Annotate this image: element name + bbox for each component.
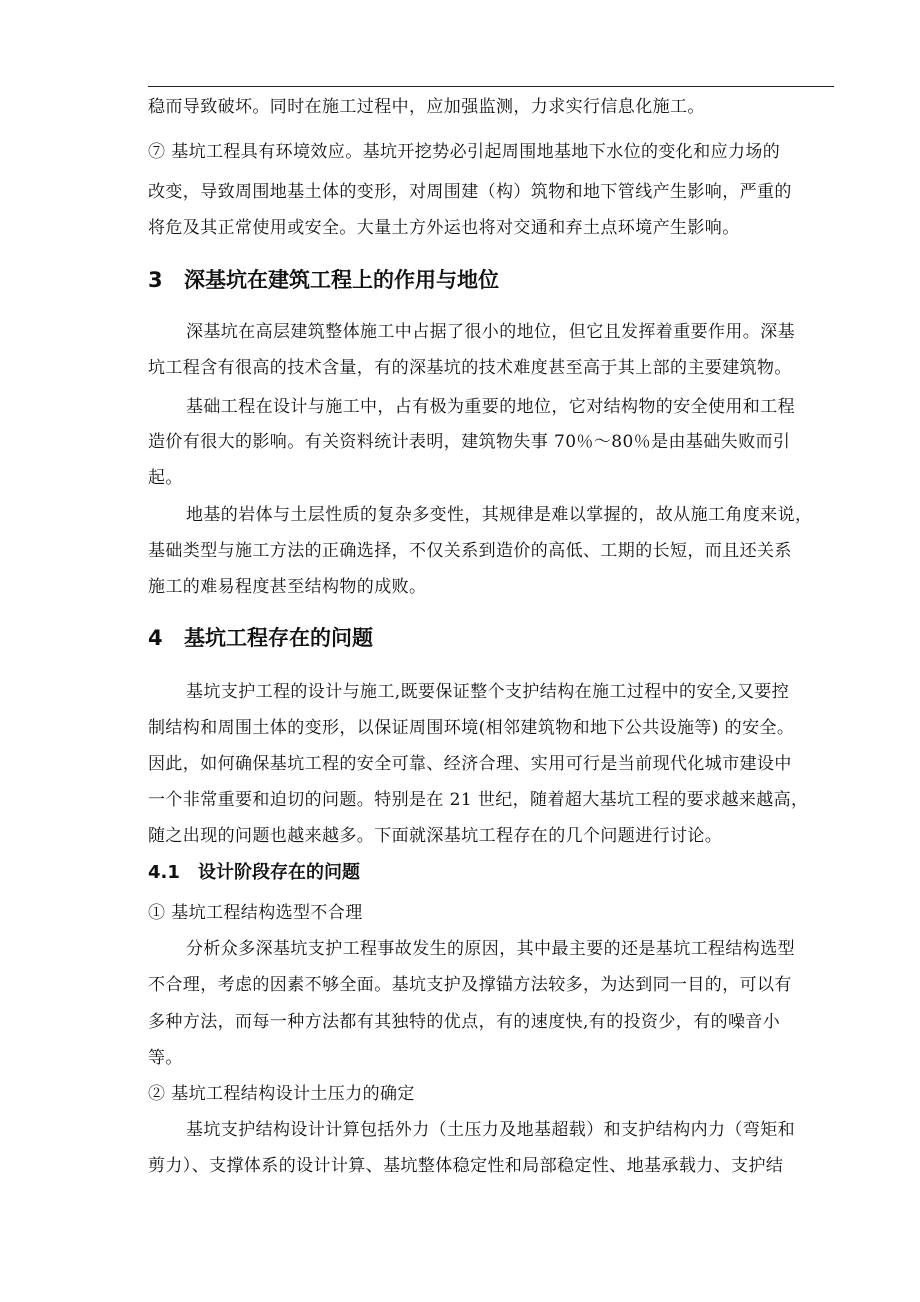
header-rule [148, 86, 834, 87]
paragraph-line: 坑工程含有很高的技术含量，有的深基坑的技术难度甚至高于其上部的主要建筑物。 [148, 358, 792, 378]
section-title: 基坑工程存在的问题 [184, 626, 373, 650]
section-title: 设计阶段存在的问题 [198, 862, 360, 883]
paragraph-line: 稳而导致破坏。同时在施工过程中，应加强监测，力求实行信息化施工。 [148, 97, 705, 117]
paragraph-line: 基础工程在设计与施工中，占有极为重要的地位，它对结构物的安全使用和工程 [186, 397, 795, 417]
paragraph-line: 制结构和周围土体的变形，以保证周围环境(相邻建筑物和地下公共设施等) 的安全。 [148, 718, 795, 738]
paragraph-line: 等。 [148, 1048, 183, 1068]
paragraph-line: ⑦ 基坑工程具有环境效应。基坑开挖势必引起周围地基地下水位的变化和应力场的 [148, 142, 781, 162]
paragraph-line: 一个非常重要和迫切的问题。特别是在 21 世纪，随着超大基坑工程的要求越来越高， [148, 790, 809, 810]
paragraph-line: 因此，如何确保基坑工程的安全可靠、经济合理、实用可行是当前现代化城市建设中 [148, 754, 792, 774]
paragraph-line: 起。 [148, 468, 183, 488]
section-title: 深基坑在建筑工程上的作用与地位 [184, 268, 499, 292]
paragraph-line: ① 基坑工程结构选型不合理 [148, 903, 363, 923]
paragraph-line: 地基的岩体与土层性质的复杂多变性，其规律是难以掌握的，故从施工角度来说， [186, 505, 813, 525]
section-heading-4 [148, 624, 373, 652]
paragraph-line: 造价有很大的影响。有关资料统计表明，建筑物失事 70％～80％是由基础失败而引 [148, 432, 791, 452]
paragraph-line: 多种方法，而每一种方法都有其独特的优点，有的速度快,有的投资少，有的噪音小 [148, 1012, 781, 1032]
paragraph-line: 不合理，考虑的因素不够全面。基坑支护及撑锚方法较多，为达到同一目的，可以有 [148, 975, 792, 995]
paragraph-line: 将危及其正常使用或安全。大量土方外运也将对交通和弃土点环境产生影响。 [148, 218, 740, 238]
paragraph-line: 基础类型与施工方法的正确选择，不仅关系到造价的高低、工期的长短，而且还关系 [148, 541, 792, 561]
paragraph-line: 随之出现的问题也越来越多。下面就深基坑工程存在的几个问题进行讨论。 [148, 826, 723, 846]
paragraph-line: 分析众多深基坑支护工程事故发生的原因，其中最主要的还是基坑工程结构选型 [186, 939, 795, 959]
section-number: 4.1 [148, 862, 180, 883]
section-number: 4 [148, 626, 163, 650]
section-heading-3 [148, 266, 499, 294]
paragraph-line: 施工的难易程度甚至结构物的成败。 [148, 577, 427, 597]
paragraph-line: 改变，导致周围地基土体的变形，对周围建（构）筑物和地下管线产生影响，严重的 [148, 182, 792, 202]
section-number: 3 [148, 268, 163, 292]
paragraph-line: 深基坑在高层建筑整体施工中占据了很小的地位，但它且发挥着重要作用。深基 [186, 322, 795, 342]
paragraph-line: 剪力）、支撑体系的设计计算、基坑整体稳定性和局部稳定性、地基承载力、支护结 [148, 1156, 784, 1176]
section-heading-4-1 [148, 860, 360, 886]
paragraph-line: ② 基坑工程结构设计土压力的确定 [148, 1084, 415, 1104]
paragraph-line: 基坑支护工程的设计与施工,既要保证整个支护结构在施工过程中的安全,又要控 [186, 682, 790, 702]
paragraph-line: 基坑支护结构设计计算包括外力（土压力及地基超载）和支护结构内力（弯矩和 [186, 1120, 795, 1140]
